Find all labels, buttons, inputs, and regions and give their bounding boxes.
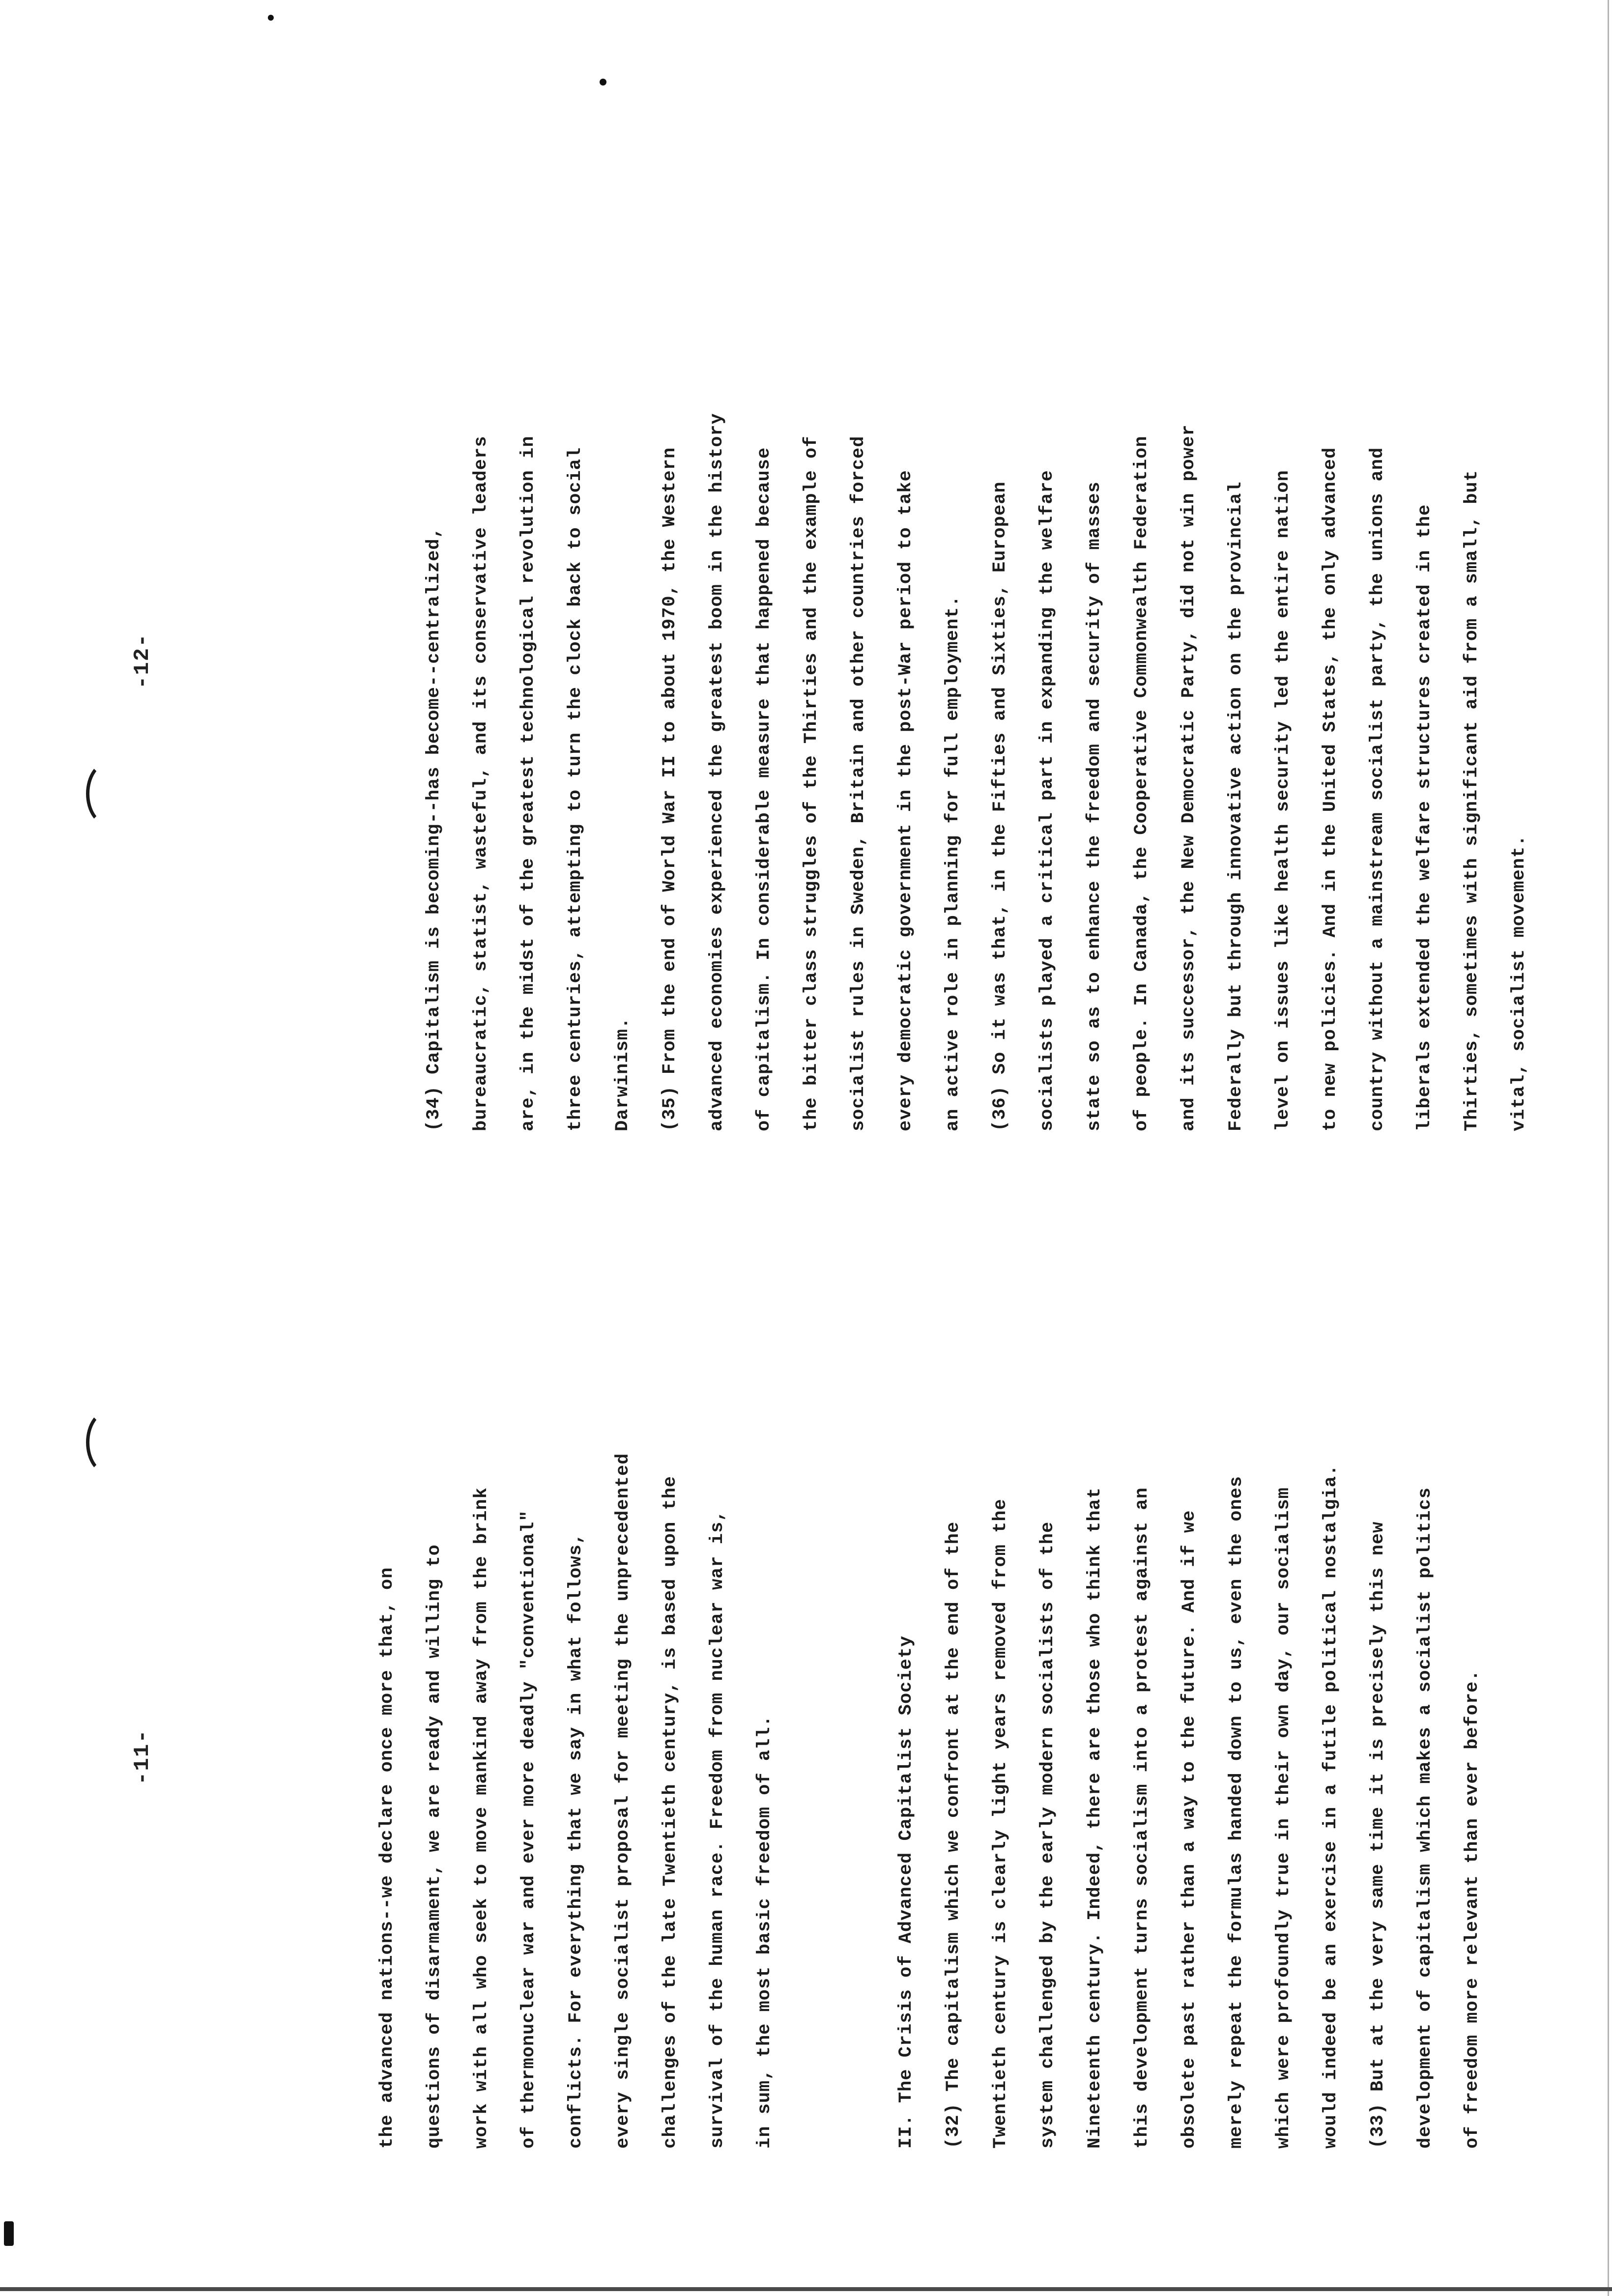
text-line: of capitalism. In considerable measure that happened because [754, 447, 775, 1131]
text-line: Nineteenth century. Indeed, there are those who think that [1085, 1487, 1105, 2149]
text-line: of thermonuclear war and ever more deadly "conventional" [518, 1510, 539, 2149]
text-line: (34) Capitalism is becoming--has become--centralized, [424, 527, 444, 1131]
text-line: Twentieth century is clearly light years removed from the [990, 1498, 1011, 2149]
text-line: socialists played a critical part in expanding the welfare [1037, 470, 1058, 1131]
text-line: survival of the human race. Freedom from nuclear war is, [707, 1510, 728, 2149]
text-line: would indeed be an exercise in a futile political nostalgia. [1321, 1464, 1341, 2149]
scan-speck [268, 15, 274, 21]
text-line: conflicts. For everything that we say in what follows, [566, 1533, 586, 2149]
text-line: (35) From the end of World War II to about 1970, the Western [660, 447, 680, 1131]
text-line: state so as to enhance the freedom and security of masses [1084, 481, 1105, 1131]
text-line: Thirties, sometimes with significant aid from a small, but [1462, 470, 1482, 1131]
text-line: vital, socialist movement. [1509, 834, 1529, 1131]
right-page-text [410, 413, 1543, 1131]
left-page-text [364, 1453, 1496, 2149]
text-line: bureaucratic, statist, wasteful, and its conservative leaders [471, 435, 491, 1131]
scan-edge-bottom [0, 2287, 1612, 2291]
text-line: the bitter class struggles of the Thirties and the example of [801, 435, 822, 1131]
text-line: three centuries, attempting to turn the clock back to social [565, 447, 586, 1131]
scan-speck [600, 79, 606, 86]
text-line: Darwinism. [612, 1017, 633, 1131]
binding-hole-left [86, 1409, 132, 1475]
text-line: country without a mainstream socialist party, the unions and [1367, 447, 1388, 1131]
text-line: which were profoundly true in their own day, our socialism [1273, 1487, 1294, 2149]
text-line: liberals extended the welfare structures created in the [1414, 504, 1435, 1131]
scan-mark [4, 2221, 14, 2246]
text-line: level on issues like health security led the entire nation [1273, 470, 1294, 1131]
text-line: work with all who seek to move mankind away from the brink [471, 1487, 492, 2149]
text-line: obsolete past rather than a way to the future. And if we [1179, 1510, 1200, 2149]
page-number-left: -11- [130, 1729, 155, 1785]
text-line: advanced economies experienced the greatest boom in the history [707, 413, 727, 1131]
text-line: (33) But at the very same time it is precisely this new [1368, 1521, 1388, 2149]
binding-hole-right [86, 761, 132, 827]
text-line: are, in the midst of the greatest technological revolution in [518, 435, 539, 1131]
text-line: every democratic government in the post-War period to take [895, 470, 916, 1131]
text-line: the advanced nations--we declare once more that, on [377, 1567, 398, 2149]
text-line: of freedom more relevant than ever before. [1462, 1669, 1483, 2149]
text-line: (36) So it was that, in the Fifties and Sixties, European [990, 481, 1010, 1131]
text-line: merely repeat the formulas handed down to us, even the ones [1226, 1475, 1247, 2149]
text-line: Federally but through innovative action on the provincial [1226, 481, 1246, 1131]
blank-line [835, 1453, 883, 2149]
text-line: II. The Crisis of Advanced Capitalist Society [896, 1635, 917, 2149]
text-line: and its successor, the New Democratic Party, did not win power [1179, 424, 1199, 1131]
page-number-right: -12- [130, 633, 155, 689]
blank-line [788, 1453, 835, 2149]
text-line: challenges of the late Twentieth century, is based upon the [660, 1475, 681, 2149]
text-line: every single socialist proposal for meeting the unprecedented [613, 1453, 633, 2149]
text-line: (32) The capitalism which we confront at the end of the [943, 1521, 964, 2149]
text-line: of people. In Canada, the Cooperative Commonwealth Federation [1131, 435, 1152, 1131]
text-line: system challenged by the early modern socialists of the [1037, 1521, 1058, 2149]
text-line: to new policies. And in the United States, the only advanced [1320, 447, 1341, 1131]
text-line: questions of disarmament, we are ready and willing to [424, 1544, 445, 2149]
text-line: an active role in planning for full employment. [943, 595, 963, 1131]
text-line: in sum, the most basic freedom of all. [754, 1715, 775, 2149]
scan-edge-right [1608, 0, 1609, 2296]
text-line: socialist rules in Sweden, Britain and other countries forced [848, 435, 869, 1131]
text-line: this development turns socialism into a protest against an [1132, 1487, 1152, 2149]
text-line: development of capitalism which makes a socialist politics [1415, 1487, 1436, 2149]
